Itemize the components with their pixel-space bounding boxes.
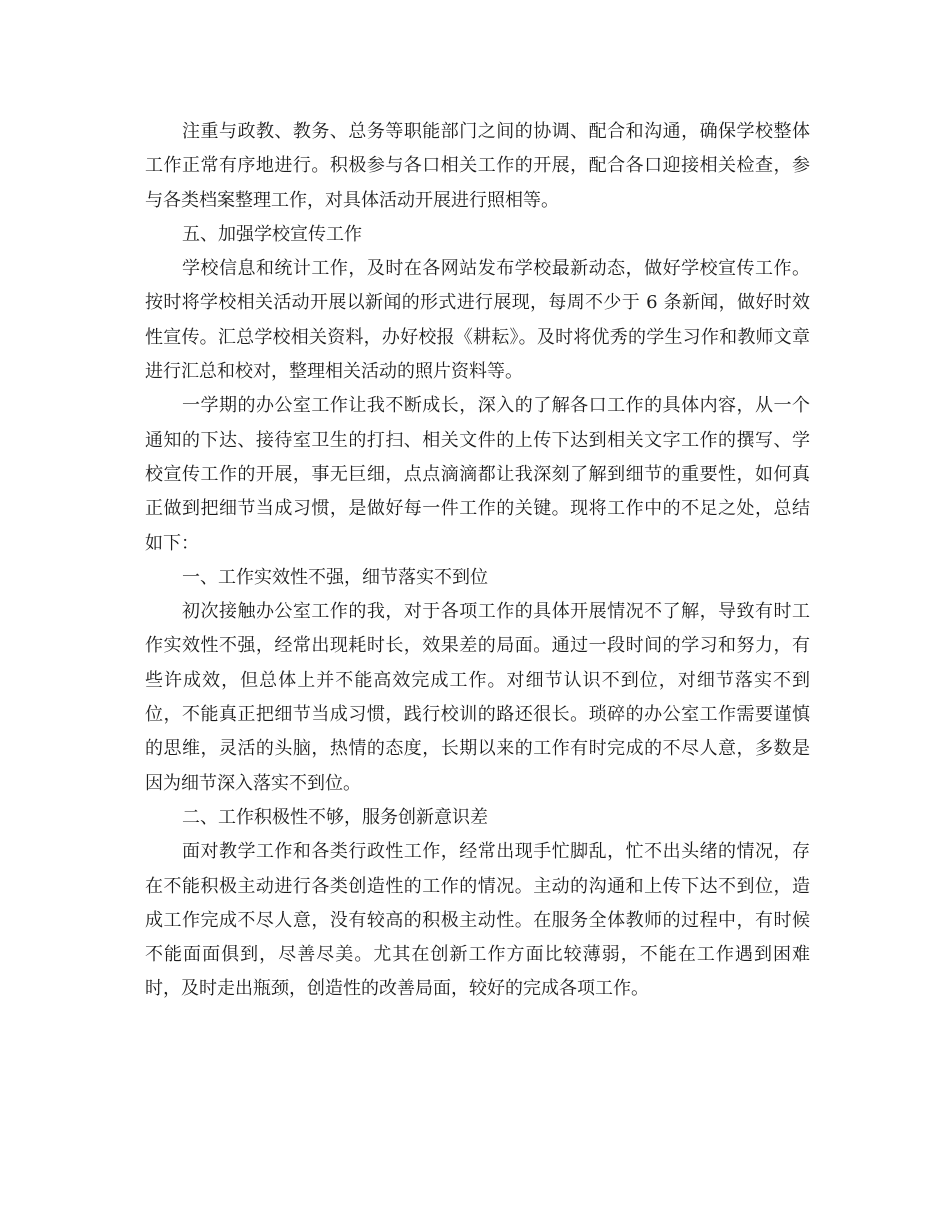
heading-effectiveness: 一、工作实效性不强，细节落实不到位 — [182, 566, 488, 588]
paragraph-coordination: 注重与政教、教务、总务等职能部门之间的协调、配合和沟通，确保学校整体工作正常有序地进行。积极参与各口相关工作的开展，配合各口迎接相关检查，参与各类档案整理工作，对具体活动开展进行照相等。 — [145, 121, 810, 211]
document-body — [145, 115, 810, 1007]
heading-publicity: 五、加强学校宣传工作 — [182, 223, 362, 245]
heading-initiative: 二、工作积极性不够，服务创新意识差 — [182, 806, 488, 828]
paragraph-effectiveness: 初次接触办公室工作的我，对于各项工作的具体开展情况不了解，导致有时工作实效性不强，经常出现耗时长，效果差的局面。通过一段时间的学习和努力，有些许成效，但总体上并不能高效完成工作。对细节认识不到位，对细节落实不到位，不能真正把细节当成习惯，践行校训的路还很长。琐碎的办公室工作需要谨慎的思维，灵活的头脑，热情的态度，长期以来的工作有时完成的不尽人意，多数是因为细节深入落实不到位。 — [145, 601, 810, 794]
paragraph-summary: 一学期的办公室工作让我不断成长，深入的了解各口工作的具体内容，从一个通知的下达、接待室卫生的打扫、相关文件的上传下达到相关文字工作的撰写、学校宣传工作的开展，事无巨细，点点滴滴都让我深刻了解到细节的重要性，如何真正做到把细节当成习惯，是做好每一件工作的关键。现将工作中的不足之处，总结如下： — [145, 395, 810, 554]
paragraph-initiative: 面对教学工作和各类行政性工作，经常出现手忙脚乱，忙不出头绪的情况，存在不能积极主动进行各类创造性的工作的情况。主动的沟通和上传下达不到位，造成工作完成不尽人意，没有较高的积极主动性。在服务全体教师的过程中，有时候不能面面俱到，尽善尽美。尤其在创新工作方面比较薄弱，不能在工作遇到困难时，及时走出瓶颈，创造性的改善局面，较好的完成各项工作。 — [145, 841, 810, 1000]
paragraph-publicity: 学校信息和统计工作，及时在各网站发布学校最新动态，做好学校宣传工作。按时将学校相关活动开展以新闻的形式进行展现，每周不少于 6 条新闻，做好时效性宣传。汇总学校相关资料，办好校报《耕耘》。及时将优秀的学生习作和教师文章进行汇总和校对，整理相关活动的照片资料等。 — [145, 258, 810, 383]
